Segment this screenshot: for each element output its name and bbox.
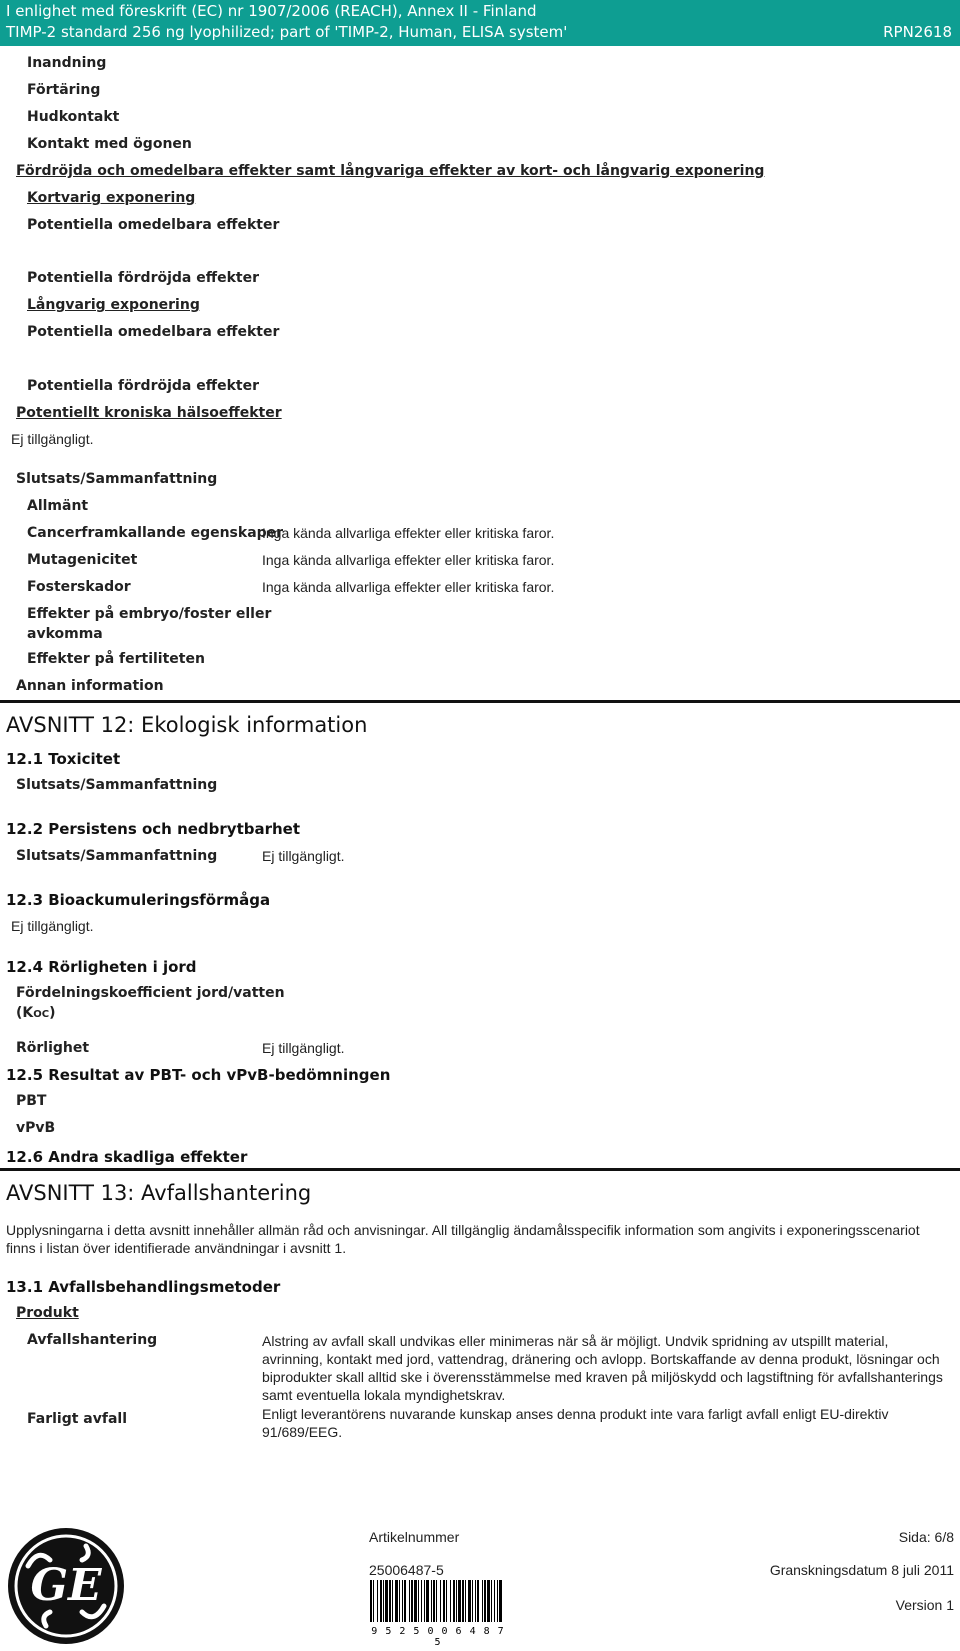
label-slutsats: Slutsats/Sammanfattning [16,471,218,487]
header-code: RPN2618 [883,23,952,41]
label-cancer: Cancerframkallande egenskaper [27,525,284,541]
value-rorlighet: Ej tillgängligt. [262,1040,345,1056]
heading-kortvarig: Kortvarig exponering [27,190,196,206]
barcode-bar [462,1580,464,1622]
footer-version: Version 1 [895,1597,954,1613]
barcode-digits: 9 5 2 5 0 0 6 4 8 7 5 [371,1626,505,1648]
value-mutagen: Inga kända allvarliga effekter eller kritiska faror. [262,552,555,568]
heading-12-1: 12.1 Toxicitet [6,750,121,768]
label-annan: Annan information [16,678,164,694]
barcode-bar [377,1580,378,1622]
barcode-bar [370,1580,372,1622]
barcode-bar [446,1580,447,1622]
barcode-bar [409,1580,410,1622]
label-12-1-slutsats: Slutsats/Sammanfattning [16,777,218,793]
barcode-bar [475,1580,476,1622]
value-cancer: Inga kända allvarliga effekter eller kritiska faror. [262,525,555,541]
label-hudkontakt: Hudkontakt [27,109,120,125]
footer-artikel-value: 25006487-5 [369,1562,444,1578]
barcode-bar [458,1580,461,1622]
label-embryo-line1: Effekter på embryo/foster eller [27,606,272,622]
label-pot-omedelbara-2: Potentiella omedelbara effekter [27,324,280,340]
label-fortaring: Förtäring [27,82,101,98]
footer-artikel-label: Artikelnummer [369,1529,460,1545]
label-embryo-line2: avkomma [27,626,103,642]
svg-text:GE: GE [30,1560,102,1611]
heading-12-3: 12.3 Bioackumuleringsförmåga [6,891,271,909]
label-allmant: Allmänt [27,498,89,514]
barcode-bar [418,1580,419,1622]
heading-fordrojda: Fördröjda och omedelbara effekter samt långvariga effekter av kort- och långvarig exponering [16,163,765,179]
heading-13-1: 13.1 Avfallsbehandlingsmetoder [6,1278,281,1296]
label-rorlighet: Rörlighet [16,1040,90,1056]
barcode-bar [494,1580,495,1622]
barcode-bar [450,1580,451,1622]
barcode-bar [484,1580,486,1622]
value-farligt-avfall: Enligt leverantörens nuvarande kunskap anses denna produkt inte vara farligt avfall enligt EU-direktiv 91/689/EEG. [262,1406,889,1440]
barcode-bar [402,1580,403,1622]
label-avfallshantering: Avfallshantering [27,1332,158,1348]
barcode-bar [380,1580,382,1622]
label-inandning: Inandning [27,55,107,71]
barcode-bars [368,1580,508,1622]
section-12-title: AVSNITT 12: Ekologisk information [6,713,368,737]
barcode-bar [477,1580,479,1622]
barcode-bar [392,1580,393,1622]
header-product: TIMP-2 standard 256 ng lyophilized; part of 'TIMP-2, Human, ELISA system' [6,23,568,41]
barcode-bar [465,1580,466,1622]
barcode-bar [385,1580,388,1622]
barcode-bar [421,1580,422,1622]
ge-logo [6,1526,126,1646]
barcode-bar [487,1580,490,1622]
section-13-title: AVSNITT 13: Avfallshantering [6,1181,312,1205]
heading-12-6: 12.6 Andra skadliga effekter [6,1148,248,1166]
barcode-bar [426,1580,429,1622]
barcode-bar [482,1580,483,1622]
heading-langvarig: Långvarig exponering [27,297,200,313]
barcode-bar [491,1580,492,1622]
header-regulation: I enlighet med föreskrift (EC) nr 1907/2006 (REACH), Annex II - Finland [6,2,537,20]
value-12-2: Ej tillgängligt. [262,848,345,864]
barcode-bar [414,1580,417,1622]
section-13-intro: Upplysningarna i detta avsnitt innehåller allmän råd och anvisningar. All tillgänglig ändamålsspecifik information som angivits i exponeringsscenariot finns i listan över identifierade användningar i avsnitt 1. [6,1222,920,1256]
label-pot-omedelbara-1: Potentiella omedelbara effekter [27,217,280,233]
label-vpvb: vPvB [16,1120,56,1136]
label-fertilitet: Effekter på fertiliteten [27,651,205,667]
label-pot-fordrojda-1: Potentiella fördröjda effekter [27,270,259,286]
barcode-bar [399,1580,400,1622]
footer-sida: Sida: 6/8 [898,1529,954,1545]
barcode-bar [499,1580,502,1622]
heading-produkt: Produkt [16,1305,79,1321]
barcode-bar [424,1580,425,1622]
barcode-bar [456,1580,457,1622]
label-pot-fordrojda-2: Potentiella fördröjda effekter [27,378,259,394]
value-foster: Inga kända allvarliga effekter eller kritiska faror. [262,579,555,595]
barcode-bar [411,1580,413,1622]
value-kroniska: Ej tillgängligt. [11,431,94,447]
heading-12-2: 12.2 Persistens och nedbrytbarhet [6,820,301,838]
barcode-bar [431,1580,432,1622]
footer-datum: Granskningsdatum 8 juli 2011 [769,1562,954,1578]
barcode-bar [389,1580,391,1622]
barcode-bar [373,1580,374,1622]
label-koc-line1: Fördelningskoefficient jord/vatten [16,985,285,1001]
label-pbt: PBT [16,1093,47,1109]
barcode-bar [395,1580,398,1622]
heading-12-4: 12.4 Rörligheten i jord [6,958,197,976]
barcode-bar [404,1580,406,1622]
barcode-bar [453,1580,455,1622]
value-avfallshantering: Alstring av avfall skall undvikas eller minimeras när så är möjligt. Undvik spridning av utspillt material, avrinning, kontakt med jord, vattendrag, dränering och avlopp. Bortskaffande av denna produkt, lösningar och biprodukter skall alltid ske i överensstämmelse med kraven på miljöskydd och lagstiftning för avfallshanterings samt eventuella lokala myndighetskrav. [262,1333,943,1403]
heading-12-5: 12.5 Resultat av PBT- och vPvB-bedömningen [6,1066,391,1084]
label-12-2-slutsats: Slutsats/Sammanfattning [16,848,218,864]
label-koc-line2: (KOC) [16,1005,56,1021]
value-12-3: Ej tillgängligt. [11,918,94,934]
label-mutagen: Mutagenicitet [27,552,138,568]
section-rule-13 [0,1168,960,1171]
heading-kroniska: Potentiellt kroniska hälsoeffekter [16,405,282,421]
barcode [368,1580,508,1648]
barcode-bar [440,1580,441,1622]
barcode-bar [468,1580,471,1622]
barcode-bar [436,1580,437,1622]
label-foster: Fosterskador [27,579,131,595]
barcode-bar [443,1580,445,1622]
label-farligt-avfall: Farligt avfall [27,1411,127,1427]
section-rule-12 [0,700,960,703]
barcode-bar [383,1580,384,1622]
barcode-bar [497,1580,498,1622]
barcode-bar [433,1580,435,1622]
barcode-bar [472,1580,473,1622]
label-ogon: Kontakt med ögonen [27,136,192,152]
